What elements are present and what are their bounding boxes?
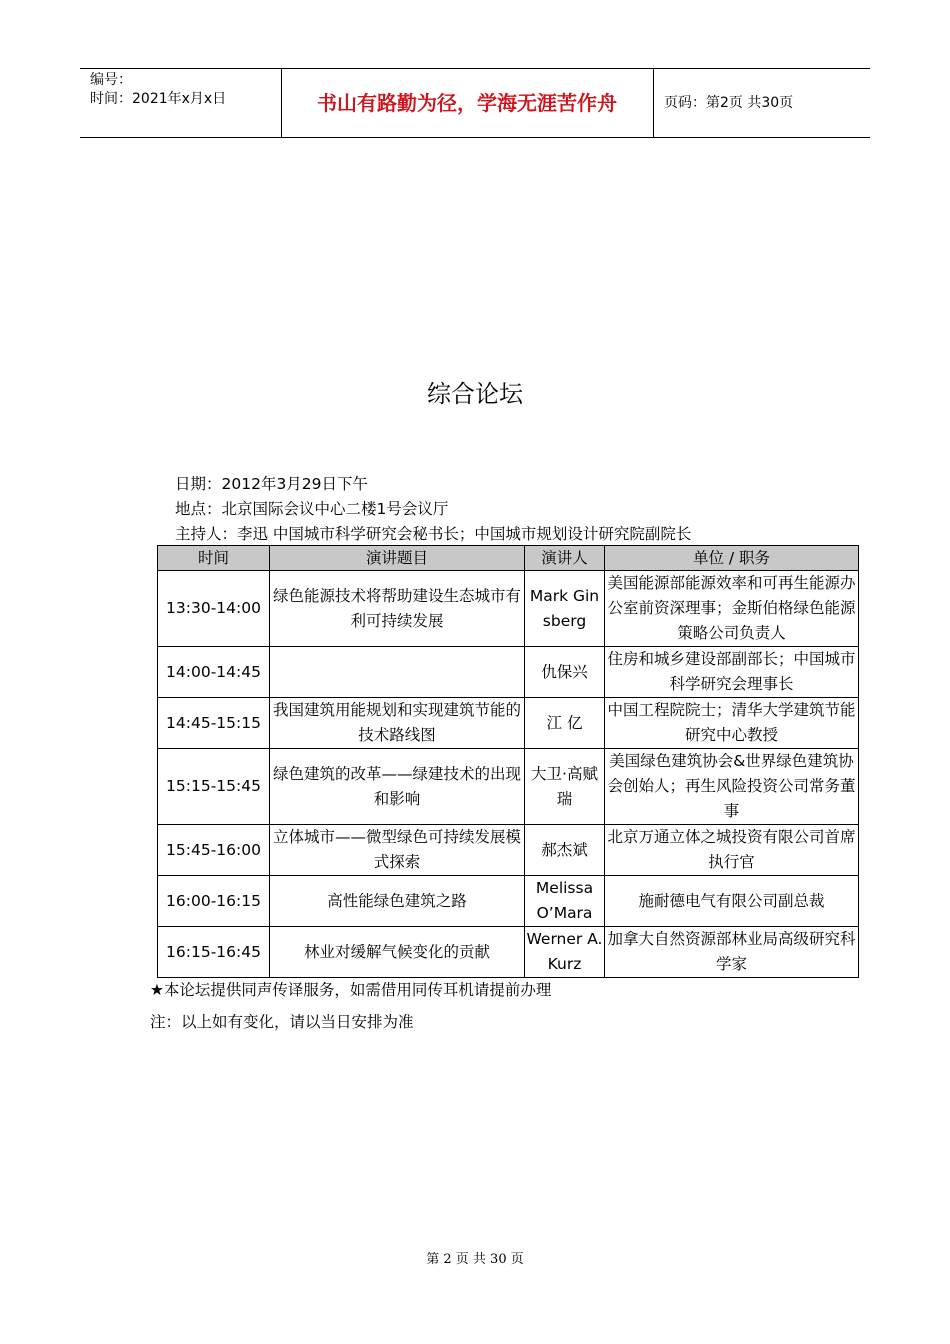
- page-footer: 第 2 页 共 30 页: [426, 1252, 524, 1267]
- change-note: 注：以上如有变化，请以当日安排为准: [150, 1013, 414, 1031]
- time-cell: 16:00-16:15: [158, 876, 270, 927]
- time-cell: 13:30-14:00: [158, 571, 270, 647]
- page-header: [80, 68, 870, 138]
- time-cell: 16:15-16:45: [158, 927, 270, 978]
- column-header-topic: 演讲题目: [270, 546, 525, 571]
- org-cell: 中国工程院院士；清华大学建筑节能研究中心教授: [605, 698, 859, 749]
- column-header-org: 单位 / 职务: [605, 546, 859, 571]
- org-cell: 美国绿色建筑协会&世界绿色建筑协会创始人；再生风险投资公司常务董事: [605, 749, 859, 825]
- topic-cell: 林业对缓解气候变化的贡献: [270, 927, 525, 978]
- table-row: [158, 647, 859, 698]
- speaker-cell: 郝杰斌: [525, 825, 605, 876]
- table-row: [158, 571, 859, 647]
- header-number: 编号：: [90, 72, 132, 88]
- speaker-cell: Mark Ginsberg: [525, 571, 605, 647]
- forum-location: 地点：北京国际会议中心二楼1号会议厅: [175, 500, 449, 518]
- header-page-number: 页码：第2页 共30页: [664, 95, 794, 111]
- topic-cell: 立体城市——微型绿色可持续发展模式探索: [270, 825, 525, 876]
- topic-cell: 绿色建筑的改革——绿建技术的出现和影响: [270, 749, 525, 825]
- org-cell: 加拿大自然资源部林业局高级研究科学家: [605, 927, 859, 978]
- topic-cell: 绿色能源技术将帮助建设生态城市有利可持续发展: [270, 571, 525, 647]
- time-cell: 15:15-15:45: [158, 749, 270, 825]
- speaker-cell: 江 亿: [525, 698, 605, 749]
- org-cell: 施耐德电气有限公司副总裁: [605, 876, 859, 927]
- table-row: [158, 698, 859, 749]
- time-cell: 14:45-15:15: [158, 698, 270, 749]
- topic-cell: 高性能绿色建筑之路: [270, 876, 525, 927]
- column-header-speaker: 演讲人: [525, 546, 605, 571]
- topic-cell: 我国建筑用能规划和实现建筑节能的技术路线图: [270, 698, 525, 749]
- org-cell: 美国能源部能源效率和可再生能源办公室前资深理事；金斯伯格绿色能源策略公司负责人: [605, 571, 859, 647]
- speaker-cell: Werner A. Kurz: [525, 927, 605, 978]
- table-row: [158, 927, 859, 978]
- topic-cell: [270, 647, 525, 698]
- org-cell: 北京万通立体之城投资有限公司首席执行官: [605, 825, 859, 876]
- schedule-table: [157, 545, 859, 978]
- header-time: 时间：2021年x月x日: [90, 91, 227, 107]
- table-row: [158, 876, 859, 927]
- forum-date: 日期：2012年3月29日下午: [175, 475, 369, 493]
- speaker-cell: Melissa O’Mara: [525, 876, 605, 927]
- translation-note: ★本论坛提供同声传译服务，如需借用同传耳机请提前办理: [150, 981, 552, 999]
- time-cell: 14:00-14:45: [158, 647, 270, 698]
- column-header-time: 时间: [158, 546, 270, 571]
- time-cell: 15:45-16:00: [158, 825, 270, 876]
- forum-host: 主持人：李迅 中国城市科学研究会秘书长；中国城市规划设计研究院副院长: [175, 525, 692, 543]
- table-row: [158, 749, 859, 825]
- header-divider: [653, 69, 654, 137]
- table-row: [158, 825, 859, 876]
- table-header-row: [158, 546, 859, 571]
- page-title: 综合论坛: [427, 380, 523, 408]
- org-cell: 住房和城乡建设部副部长；中国城市科学研究会理事长: [605, 647, 859, 698]
- speaker-cell: 仇保兴: [525, 647, 605, 698]
- speaker-cell: 大卫·高赋瑞: [525, 749, 605, 825]
- header-info: [90, 71, 280, 109]
- header-motto: 书山有路勤为径，学海无涯苦作舟: [317, 91, 617, 115]
